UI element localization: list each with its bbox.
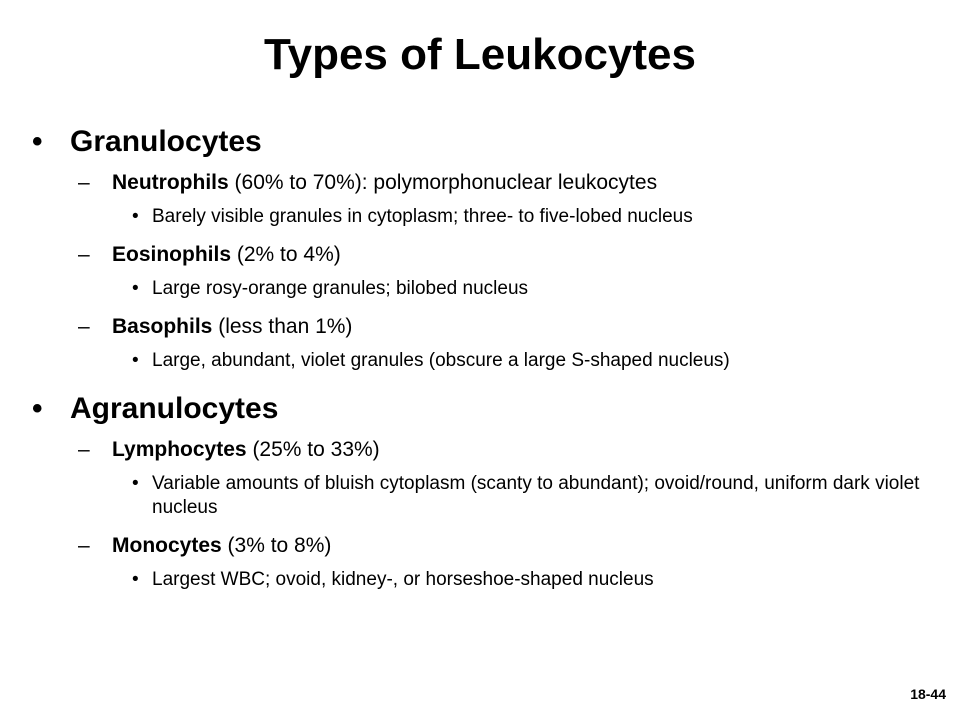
cell-type-name: Eosinophils [112, 242, 232, 266]
cell-type-note: Large, abundant, violet granules (obscure a large S-shaped nucleus) [152, 349, 730, 371]
cell-type-note: Barely visible granules in cytoplasm; three- to five-lobed nucleus [152, 206, 693, 227]
cell-type-name: Monocytes [112, 533, 222, 557]
cell-type-row-monocytes [78, 534, 932, 558]
bullet-marker: • [132, 206, 139, 227]
dash-marker: – [78, 242, 90, 266]
cell-type-detail: (60% to 70%): polymorphonuclear leukocytes [234, 171, 658, 194]
dash-marker: – [78, 314, 90, 338]
section-heading-row [32, 392, 932, 426]
bullet-marker: • [132, 277, 139, 299]
cell-type-note-row [132, 277, 932, 301]
cell-type-note: Variable amounts of bluish cytoplasm (scanty to abundant); ovoid/round, uniform dark violet nucleus [152, 473, 920, 518]
cell-type-name: Basophils [112, 314, 213, 338]
section-heading: Granulocytes [70, 125, 262, 158]
section-granulocytes [32, 125, 932, 372]
cell-type-row-neutrophils [78, 171, 932, 195]
slide-number: 18-44 [910, 686, 946, 702]
section-heading-row [32, 125, 932, 159]
cell-type-row-lymphocytes [78, 438, 932, 462]
section-heading: Agranulocytes [70, 392, 279, 426]
cell-type-note-row [132, 568, 932, 592]
cell-type-name: Lymphocytes [112, 438, 247, 462]
cell-type-detail: (2% to 4%) [236, 242, 341, 266]
cell-type-detail: (less than 1%) [218, 314, 353, 338]
cell-type-note: Large rosy-orange granules; bilobed nucleus [152, 277, 529, 299]
cell-type-note-row [132, 349, 932, 373]
bullet-marker: • [132, 568, 139, 590]
cell-type-row-basophils [78, 315, 932, 339]
cell-type-name: Neutrophils [112, 171, 229, 194]
bullet-marker: • [132, 473, 139, 495]
cell-type-note: Largest WBC; ovoid, kidney-, or horseshoe-shaped nucleus [152, 568, 654, 590]
cell-type-detail: (25% to 33%) [252, 438, 380, 462]
bullet-marker: • [32, 125, 43, 158]
cell-type-note-row [132, 472, 932, 520]
dash-marker: – [78, 438, 90, 462]
slide-content [32, 125, 932, 612]
cell-type-detail: (3% to 8%) [227, 533, 332, 557]
dash-marker: – [78, 533, 90, 557]
cell-type-row-eosinophils [78, 243, 932, 267]
section-agranulocytes [32, 392, 932, 591]
bullet-marker: • [32, 392, 43, 426]
slide-title: Types of Leukocytes [264, 30, 696, 79]
cell-type-note-row [132, 205, 932, 229]
dash-marker: – [78, 171, 90, 194]
bullet-marker: • [132, 349, 139, 371]
